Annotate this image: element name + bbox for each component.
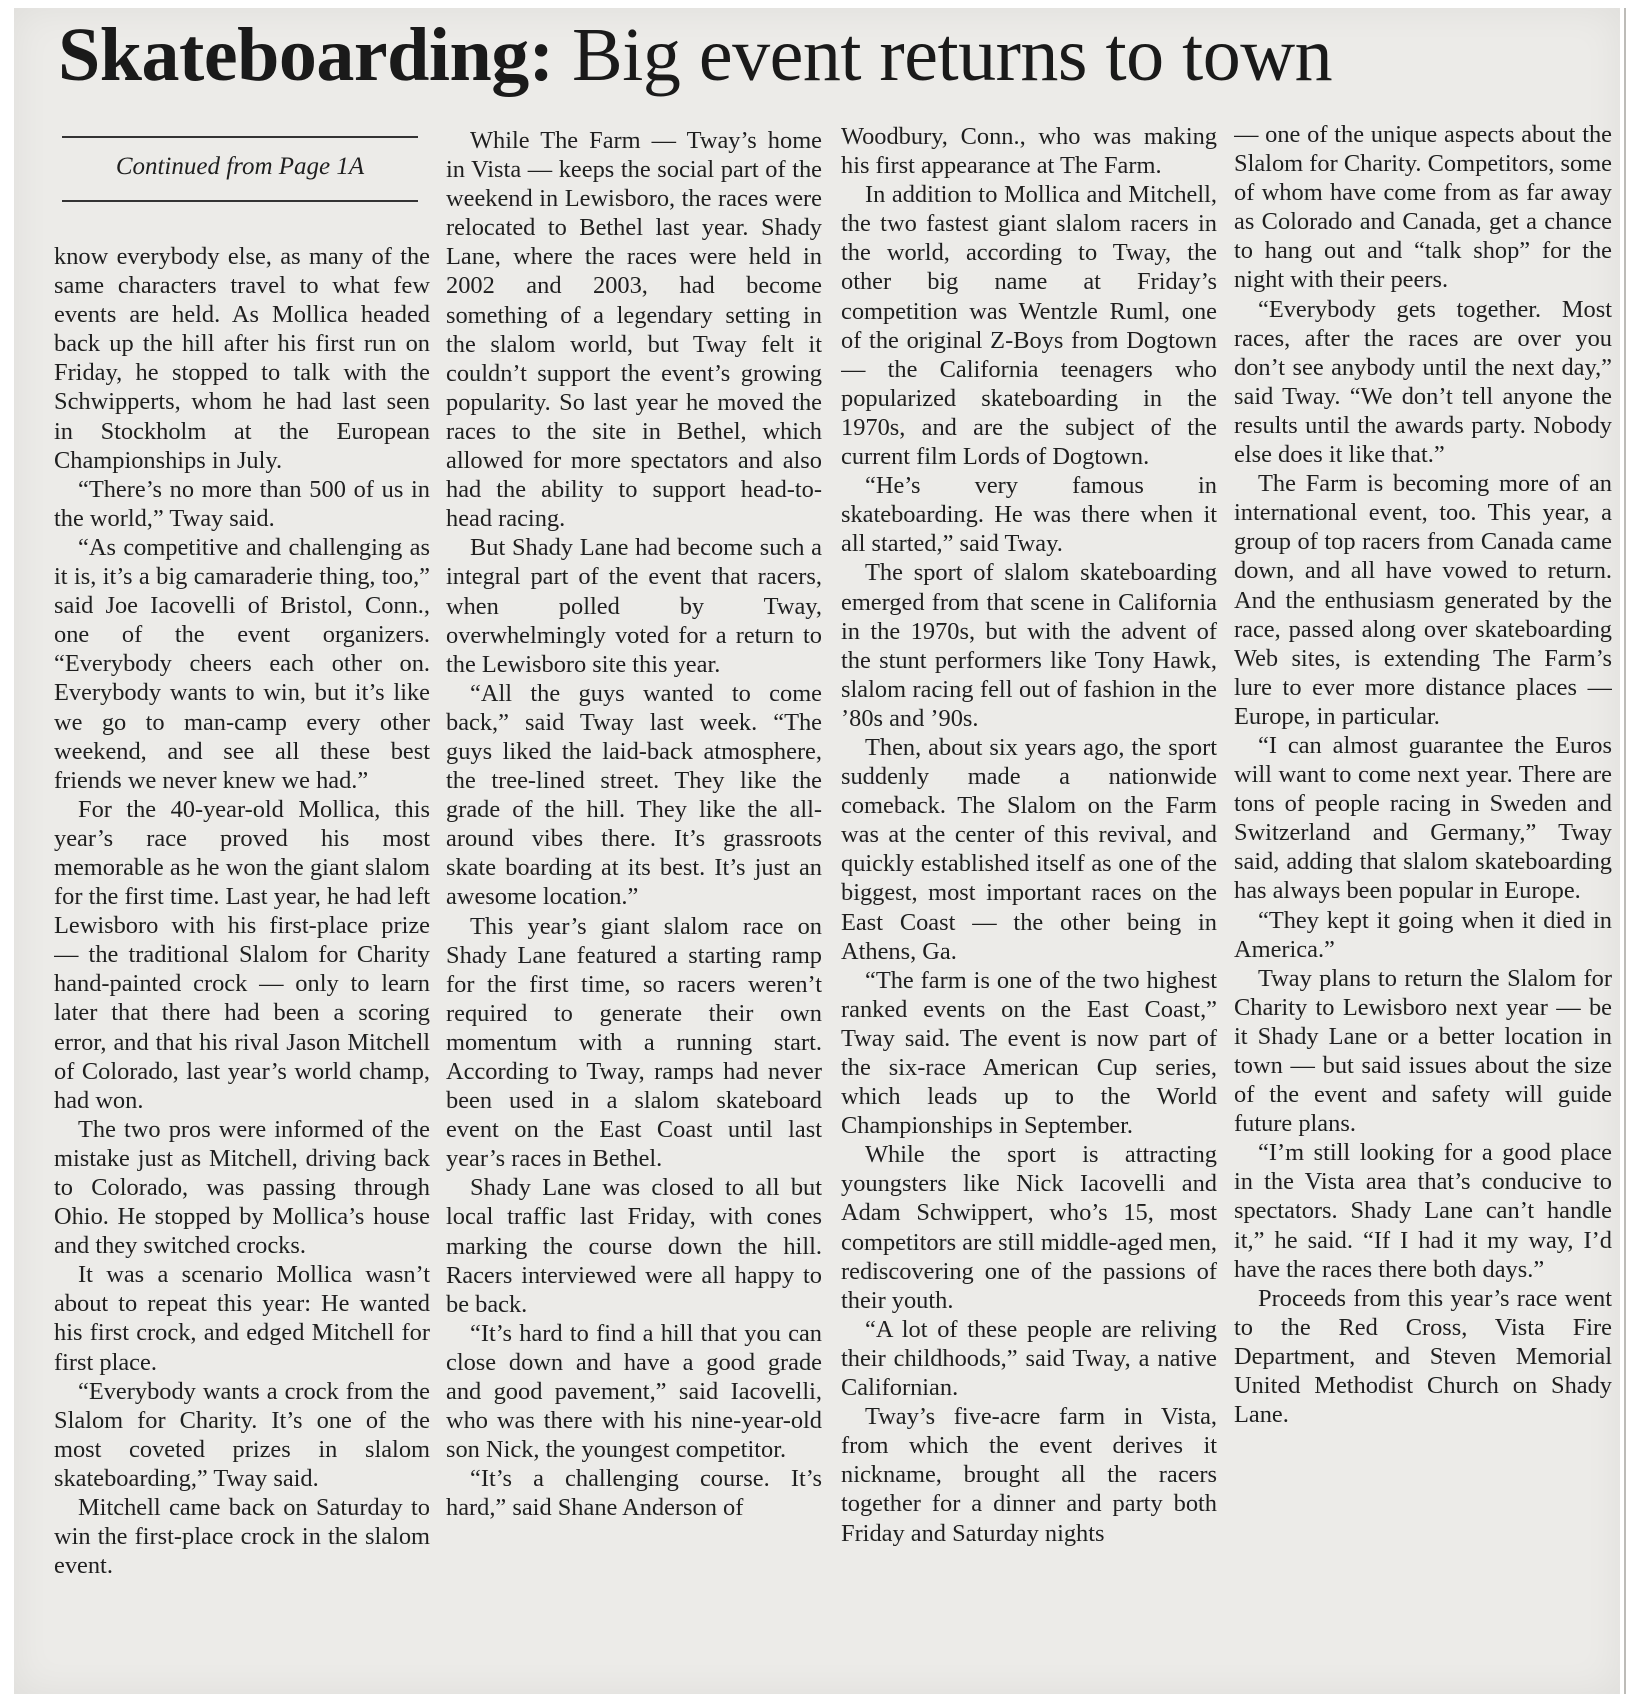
article-paragraph: Shady Lane was closed to all but local traffic last Friday, with cones marking the course down the hill. Racers interviewed were all happy to be back. <box>446 1174 822 1318</box>
article-paragraph: “The farm is one of the two highest ranked events on the East Coast,” Tway said. The event is now part of the six-race American Cup series, which leads up to the World Championships in September. <box>841 966 1217 1140</box>
article-paragraph: The sport of slalom skateboarding emerged from that scene in California in the 1970s, but with the advent of the stunt performers like Tony Hawk, slalom racing fell out of fashion in the ’80s and ’90s. <box>841 559 1217 732</box>
article-paragraph: The Farm is becoming more of an international event, too. This year, a group of top racers from Canada came down, and all have vowed to return. And the enthusiasm generated by the race, passed along over skateboarding Web sites, is extending The Farm’s lure to ever more distance places — Europe, in particular. <box>1234 470 1612 730</box>
article-paragraph: “It’s a challenging course. It’s hard,” said Shane Anderson of <box>446 1465 822 1522</box>
article-paragraph: In addition to Mollica and Mitchell, the two fastest giant slalom racers in the world, according to Tway, the other big name at Friday’s competition was Wentzle Ruml, one of the original Z-Boys from Dogtown — the California teenagers who popularized skateboarding in the 1970s, and are the subject of the current film Lords of Dogtown. <box>841 181 1217 471</box>
article-column-3 <box>841 122 1217 1692</box>
article-paragraph: The two pros were informed of the mistake just as Mitchell, driving back to Colorado, was passing through Ohio. He stopped by Mollica’s house and they switched crocks. <box>54 1115 430 1260</box>
article-paragraph: Mitchell came back on Saturday to win the first-place crock in the slalom event. <box>54 1494 430 1580</box>
article-paragraph: “I’m still looking for a good place in the Vista area that’s conducive to spectators. Shady Lane can’t handle it,” he said. “If I had it my way, I’d have the races there both days.” <box>1234 1139 1612 1283</box>
article-paragraph: “There’s no more than 500 of us in the world,” Tway said. <box>54 475 430 532</box>
article-paragraph: “As competitive and challenging as it is, it’s a big camaraderie thing, too,” said Joe Iacovelli of Bristol, Conn., one of the event organizers. “Everybody cheers each other on. Everybody wants to win, but it’s like we go to man-camp every other weekend, and see all these best friends we never knew we had.” <box>54 533 430 794</box>
article-paragraph: “They kept it going when it died in America.” <box>1234 906 1612 963</box>
article-paragraph: know everybody else, as many of the same characters travel to what few events are held. As Mollica headed back up the hill after his first run on Friday, he stopped to talk with the Schwipperts, whom he had last seen in Stockholm at the European Championships in July. <box>54 243 430 474</box>
headline-strong: Skateboarding: <box>58 13 554 97</box>
article-paragraph: Tway’s five-acre farm in Vista, from which the event derives it nickname, brought all the racers together for a dinner and party both Friday and Saturday nights <box>841 1403 1217 1547</box>
headline-rest: Big event returns to town <box>553 13 1333 97</box>
article-paragraph: Woodbury, Conn., who was making his first appearance at The Farm. <box>841 123 1217 180</box>
article-paragraph: — one of the unique aspects about the Slalom for Charity. Competitors, some of whom have come from as far away as Colorado and Canada, get a chance to hang out and “talk shop” for the night with their peers. <box>1234 121 1612 294</box>
headline <box>58 10 1578 100</box>
clipping-edge <box>1624 8 1626 1694</box>
article-paragraph: This year’s giant slalom race on Shady Lane featured a starting ramp for the first time, so racers weren’t required to generate their own momentum with a running start. According to Tway, ramps had never been used in a slalom skateboard event on the East Coast until last year’s races in Bethel. <box>446 912 822 1173</box>
continued-from-line: Continued from Page 1A <box>62 136 418 202</box>
article-column-1 <box>54 242 430 1692</box>
article-column-4 <box>1234 120 1612 1690</box>
article-paragraph: “All the guys wanted to come back,” said Tway last week. “The guys liked the laid-back atmosphere, the tree-lined street. They like the grade of the hill. They like the all-around vibes there. It’s grassroots skate boarding at its best. It’s just an awesome location.” <box>446 679 822 911</box>
article-paragraph: While the sport is attracting youngsters like Nick Iacovelli and Adam Schwippert, who’s 15, most competitors are still middle-aged men, rediscovering one of the passions of their youth. <box>841 1141 1217 1314</box>
article-paragraph: “He’s very famous in skateboarding. He was there when it all started,” said Tway. <box>841 472 1217 558</box>
article-paragraph: Tway plans to return the Slalom for Charity to Lewisboro next year — be it Shady Lane or a better location in town — but said issues about the size of the event and safety will guide future plans. <box>1234 964 1612 1138</box>
article-paragraph: While The Farm — Tway’s home in Vista — keeps the social part of the weekend in Lewisboro, the races were relocated to Bethel last year. Shady Lane, where the races were held in 2002 and 2003, had become something of a legendary setting in the slalom world, but Tway felt it couldn’t support the event’s growing popularity. So last year he moved the races to the site in Bethel, which allowed for more spectators and also had the ability to support head-to-head racing. <box>446 127 822 533</box>
article-paragraph: For the 40-year-old Mollica, this year’s race proved his most memorable as he won the giant slalom for the first time. Last year, he had left Lewisboro with his first-place prize — the traditional Slalom for Charity hand-painted crock — only to learn later that there had been a scoring error, and that his rival Jason Mitchell of Colorado, last year’s world champ, had won. <box>54 795 430 1114</box>
article-column-2 <box>446 126 822 1696</box>
article-paragraph: “I can almost guarantee the Euros will want to come next year. There are tons of people racing in Sweden and Switzerland and Germany,” Tway said, adding that slalom skateboarding has always been popular in Europe. <box>1234 731 1612 905</box>
article-paragraph: But Shady Lane had become such a integral part of the event that racers, when polled by Tway, overwhelmingly voted for a return to the Lewisboro site this year. <box>446 534 822 678</box>
article-paragraph: “A lot of these people are reliving their childhoods,” said Tway, a native Californian. <box>841 1315 1217 1402</box>
article-paragraph: “Everybody wants a crock from the Slalom for Charity. It’s one of the most coveted prizes in slalom skateboarding,” Tway said. <box>54 1377 430 1492</box>
article-paragraph: Proceeds from this year’s race went to the Red Cross, Vista Fire Department, and Steven Memorial United Methodist Church on Shady Lane. <box>1234 1284 1612 1429</box>
article-paragraph: It was a scenario Mollica wasn’t about to repeat this year: He wanted his first crock, and edged Mitchell for first place. <box>54 1261 430 1376</box>
article-paragraph: Then, about six years ago, the sport suddenly made a nationwide comeback. The Slalom on the Farm was at the center of this revival, and quickly established itself as one of the biggest, most important races on the East Coast — the other being in Athens, Ga. <box>841 733 1217 965</box>
article-paragraph: “Everybody gets together. Most races, after the races are over you don’t see anybody until the next day,” said Tway. “We don’t tell anyone the results until the awards party. Nobody else does it like that.” <box>1234 295 1612 469</box>
article-paragraph: “It’s hard to find a hill that you can close down and have a good grade and good pavement,” said Iacovelli, who was there with his nine-year-old son Nick, the youngest competitor. <box>446 1319 822 1464</box>
